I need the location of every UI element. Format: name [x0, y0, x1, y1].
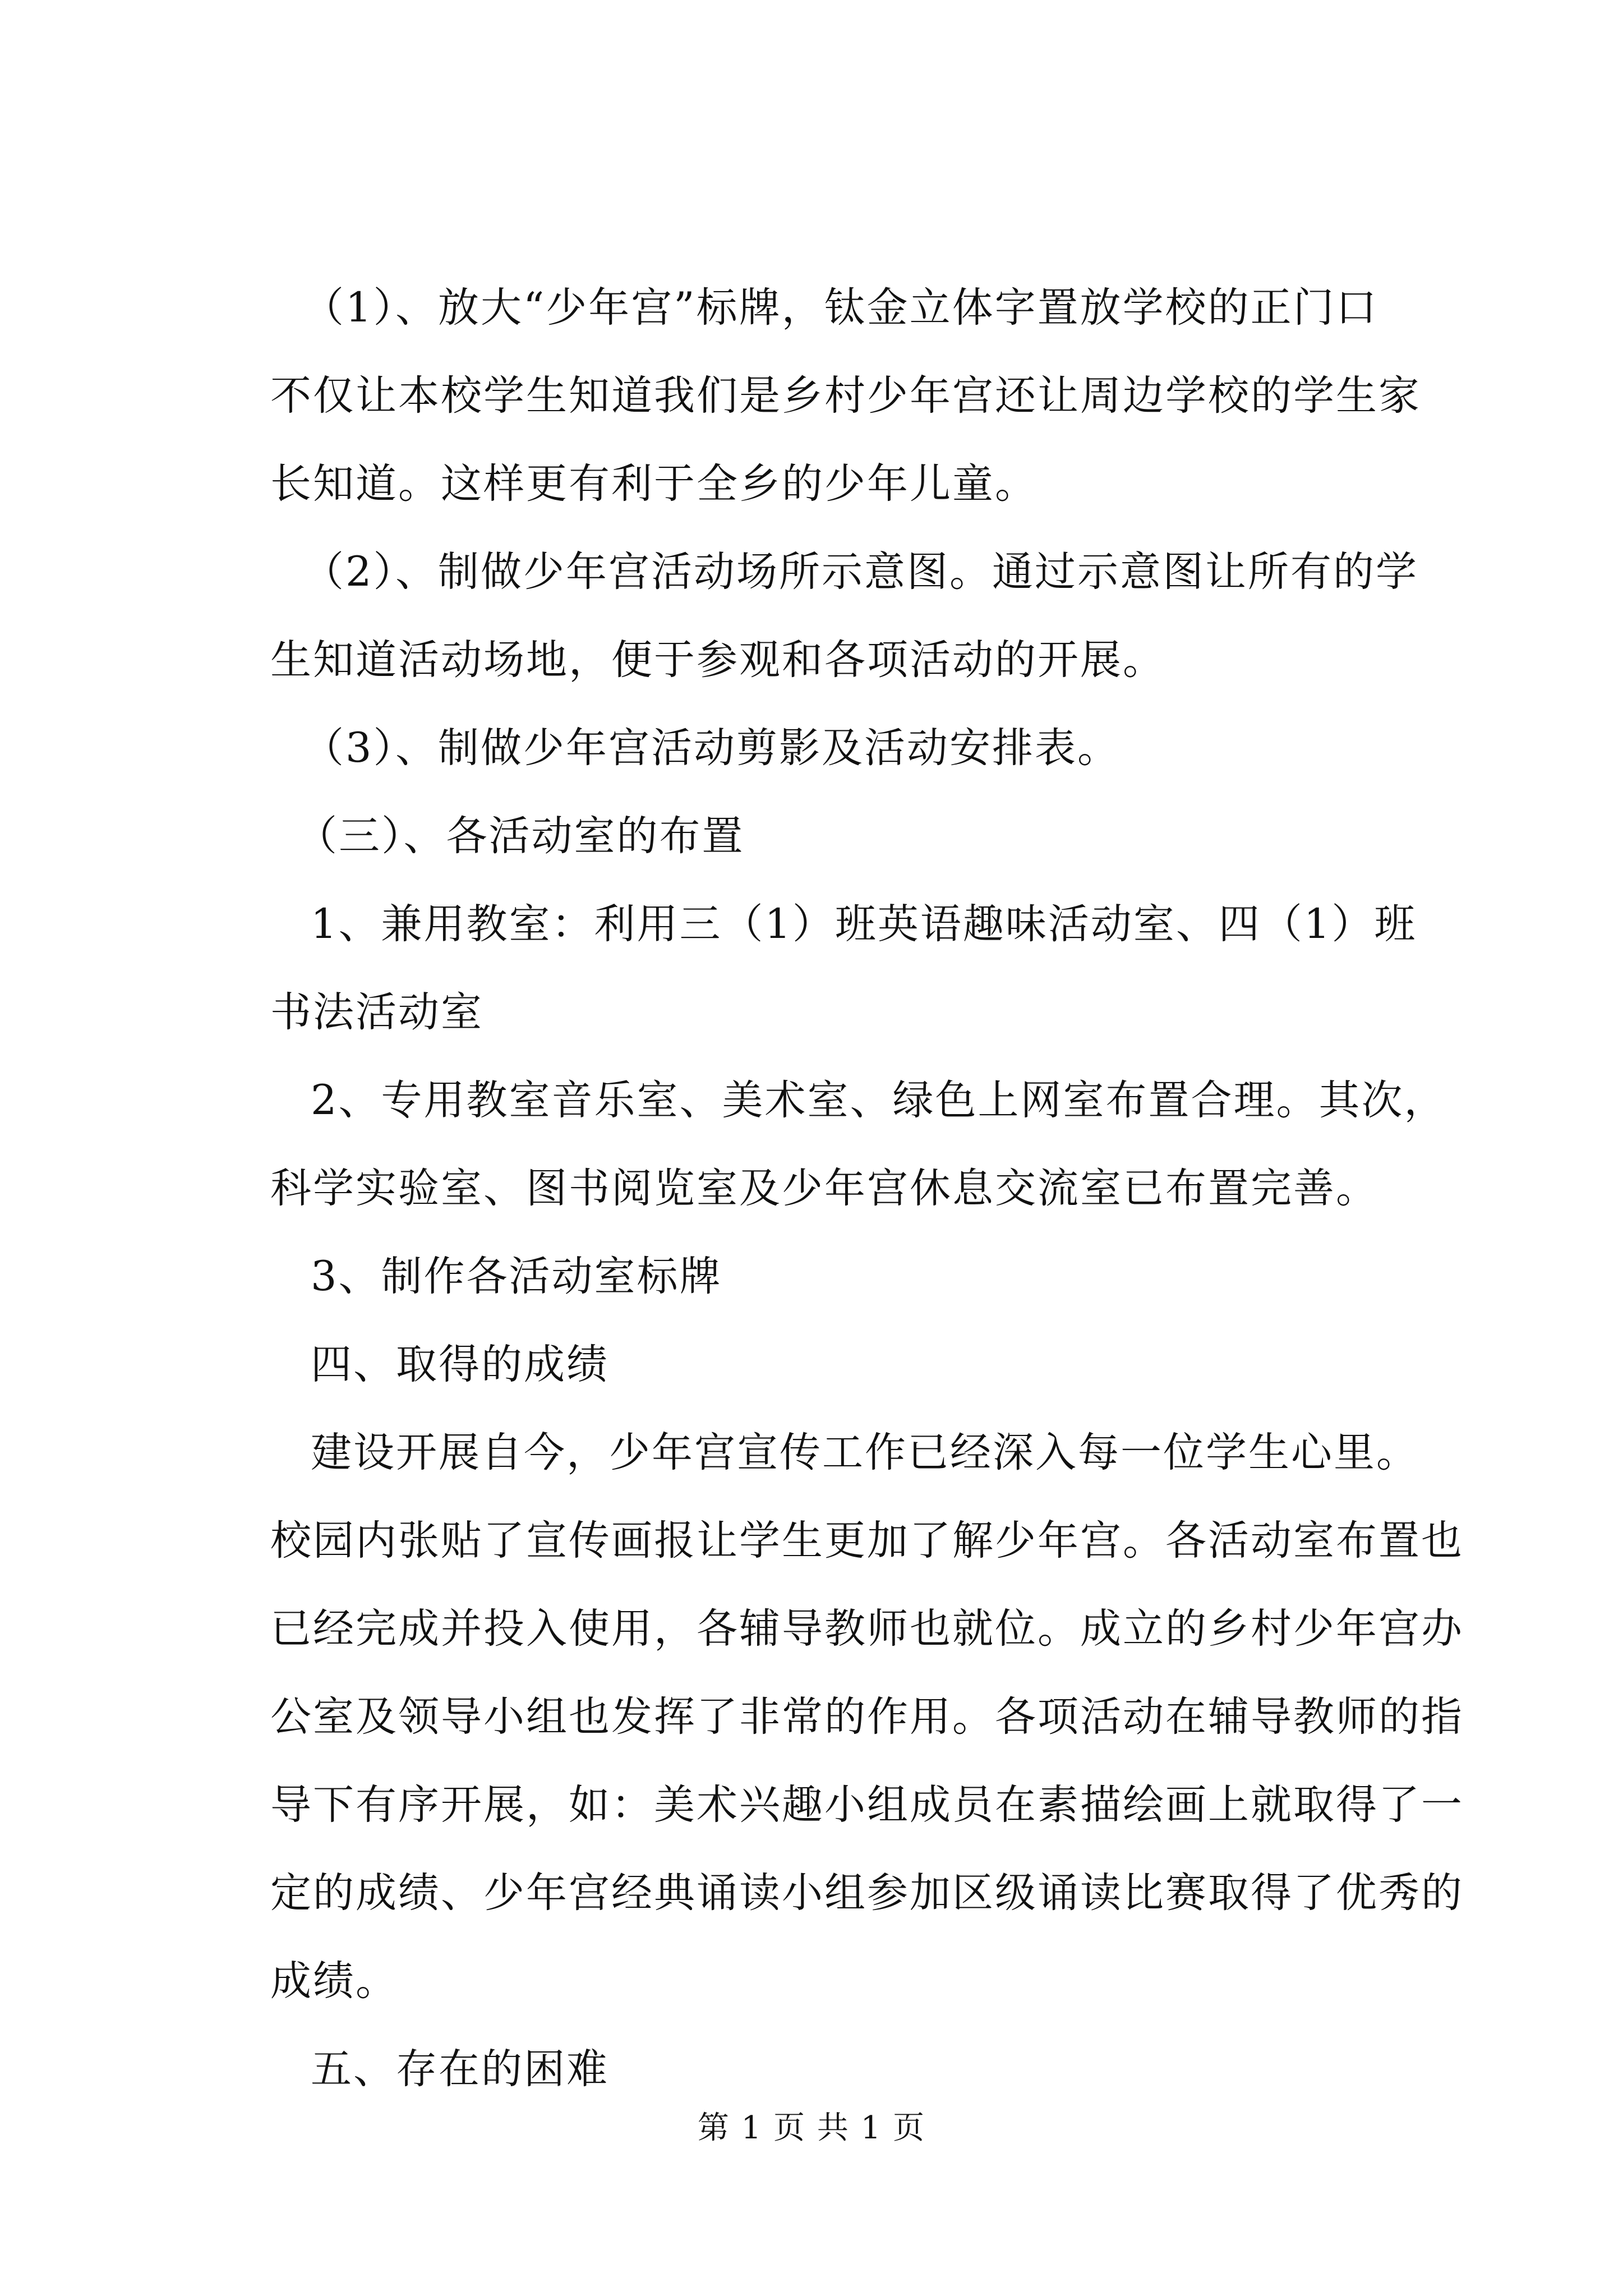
- paragraph-line: 导下有序开展，如：美术兴趣小组成员在素描绘画上就取得了一: [270, 1781, 1464, 1829]
- paragraph-line: （3）、制做少年宫活动剪影及活动安排表。: [303, 724, 1120, 772]
- paragraph-line: 已经完成并投入使用，各辅导教师也就位。成立的乡村少年宫办: [270, 1605, 1464, 1653]
- paragraph-line: 公室及领导小组也发挥了非常的作用。各项活动在辅导教师的指: [270, 1693, 1464, 1741]
- paragraph-line: 3、制作各活动室标牌: [311, 1253, 722, 1300]
- section-heading: 四、取得的成绩: [311, 1341, 609, 1388]
- paragraph-line: 长知道。这样更有利于全乡的少年儿童。: [270, 460, 1038, 508]
- paragraph-line: 建设开展自今，少年宫宣传工作已经深入每一位学生心里。: [311, 1429, 1419, 1476]
- paragraph-line: 定的成绩、少年宫经典诵读小组参加区级诵读比赛取得了优秀的: [270, 1869, 1464, 1917]
- document-body: [270, 264, 1464, 2113]
- paragraph-line: 生知道活动场地，便于参观和各项活动的开展。: [270, 636, 1165, 684]
- paragraph-line: 不仅让本校学生知道我们是乡村少年宫还让周边学校的学生家: [270, 372, 1421, 420]
- section-heading: 五、存在的困难: [311, 2045, 609, 2093]
- paragraph-line: （1）、放大“少年宫”标牌，钛金立体字置放学校的正门口: [303, 284, 1378, 332]
- paragraph-line: 成绩。: [270, 1957, 398, 2005]
- paragraph-line: 书法活动室: [270, 988, 483, 1036]
- paragraph-line: 2、专用教室音乐室、美术室、绿色上网室布置合理。其次，: [311, 1076, 1447, 1124]
- paragraph-line: 科学实验室、图书阅览室及少年宫休息交流室已布置完善。: [270, 1165, 1378, 1212]
- paragraph-line: 校园内张贴了宣传画报让学生更加了解少年宫。各活动室布置也: [270, 1517, 1464, 1565]
- paragraph-line: 1、兼用教室：利用三（1）班英语趣味活动室、四（1）班: [311, 900, 1417, 948]
- paragraph-line: （2）、制做少年宫活动场所示意图。通过示意图让所有的学: [303, 548, 1418, 596]
- page-footer: 第 1 页 共 1 页: [697, 2110, 926, 2146]
- section-heading: （三）、各活动室的布置: [296, 812, 745, 860]
